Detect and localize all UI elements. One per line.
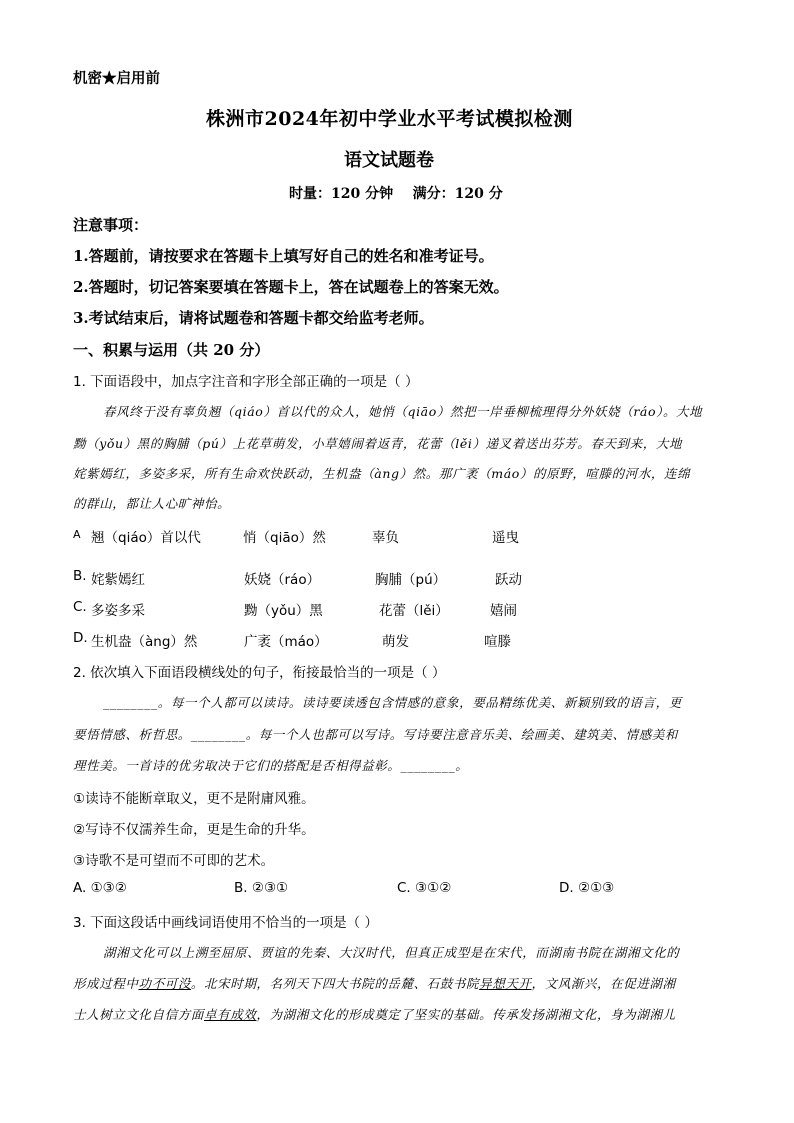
- note-item: 2.答题时，切记答案要填在答题卡上，答在试题卷上的答案无效。: [73, 278, 509, 296]
- q2-option-d[interactable]: D. ②①③: [559, 880, 615, 896]
- note-item: 1.答题前，请按要求在答题卡上填写好自己的姓名和准考证号。: [73, 247, 494, 265]
- q1-passage-line: 的群山，都让人心旷神怡。: [73, 496, 231, 511]
- paper-subtitle: 语文试题卷: [344, 150, 434, 171]
- option-item: 萌发: [382, 634, 409, 650]
- option-item: 多姿多采: [91, 603, 145, 619]
- q2-option-c[interactable]: C. ③①②: [397, 880, 452, 896]
- question-1-stem: 1. 下面语段中，加点字注音和字形全部正确的一项是（ ）: [73, 374, 419, 390]
- notes-heading: 注意事项：: [73, 216, 149, 234]
- option-item: 遥曳: [492, 530, 519, 546]
- option-item: 妖娆（ráo）: [244, 572, 321, 588]
- question-3-stem: 3. 下面这段话中画线词语使用不恰当的一项是（ ）: [73, 915, 378, 931]
- option-label: D.: [73, 630, 88, 646]
- q2-sentence: ①读诗不能断章取义，更不是附庸风雅。: [73, 791, 315, 807]
- option-item: 黝（yǒu）黑: [244, 603, 323, 619]
- option-item: 生机盎（àng）然: [91, 634, 198, 650]
- q2-sentence: ②写诗不仅濡养生命，更是生命的升华。: [73, 822, 315, 838]
- q2-passage-line: ________。每一个人都可以读诗。读诗要读透包含情感的意象，要品精练优美、新颖别致的语言，更: [103, 695, 682, 710]
- underlined-phrase: 异想天开: [479, 976, 532, 991]
- note-item: 3.考试结束后，请将试题卷和答题卡都交给监考老师。: [73, 309, 434, 327]
- underlined-phrase: 功不可没: [138, 976, 191, 991]
- underlined-phrase: 卓有成效: [204, 1007, 257, 1022]
- option-item: 花蕾（lěi）: [379, 603, 449, 619]
- option-label: A: [73, 528, 81, 541]
- option-item: 翘（qiáo）首以代: [91, 530, 201, 546]
- q1-passage-line: 姹紫嫣红，多姿多采，所有生命欢快跃动，生机盎（àng）然。那广袤（máo）的原野，喧滕的河水，连绵: [73, 466, 691, 481]
- section-heading: 一、积累与运用（共 20 分）: [73, 341, 270, 359]
- q3-passage-line: 形成过程中功不可没。北宋时期，名列天下四大书院的岳麓、石鼓书院异想天开，文风渐兴，在促进湖湘: [73, 976, 676, 991]
- exam-title: 株洲市2024年初中学业水平考试模拟检测: [206, 108, 573, 130]
- option-item: 辜负: [372, 530, 399, 546]
- option-label: C.: [73, 599, 87, 615]
- option-item: 广袤（máo）: [244, 634, 328, 650]
- q2-option-b[interactable]: B. ②③①: [234, 880, 289, 896]
- question-2-stem: 2. 依次填入下面语段横线处的句子，衔接最恰当的一项是（ ）: [73, 665, 446, 681]
- q2-passage-line: 要悟情感、析哲思。________。每一个人也都可以写诗。写诗要注意音乐美、绘画美、建筑美、情感美和: [73, 727, 679, 742]
- q1-passage-line: 春风终于没有辜负翘（qiáo）首以代的众人，她悄（qiāo）然把一岸垂柳梳理得分外妖娆（ráo）。大地: [103, 404, 703, 419]
- q1-passage-line: 黝（yǒu）黑的胸脯（pú）上花草萌发，小草嬉闹着返青，花蕾（lěi）递叉着送出芬芳。春天到来，大地: [73, 436, 683, 451]
- option-item: 胸脯（pú）: [375, 572, 447, 588]
- q3-passage-line: 士人树立文化自信方面卓有成效，为湖湘文化的形成奠定了坚实的基础。传承发扬湖湘文化，身为湖湘儿: [73, 1007, 676, 1022]
- option-item: 悄（qiāo）然: [243, 530, 326, 546]
- option-label: B.: [73, 568, 87, 584]
- time-score-info: 时量：120 分钟 满分：120 分: [289, 186, 503, 202]
- q3-passage-line: 湖湘文化可以上溯至屈原、贾谊的先秦、大汉时代，但真正成型是在宋代，而湖南书院在湖湘文化的: [103, 945, 680, 960]
- option-item: 姹紫嫣红: [91, 572, 145, 588]
- option-item: 跃动: [495, 572, 522, 588]
- option-item: 喧滕: [484, 634, 511, 650]
- confidential-label: 机密★启用前: [73, 70, 160, 87]
- q2-option-a[interactable]: A. ①③②: [73, 880, 127, 896]
- option-item: 嬉闹: [490, 603, 517, 619]
- q2-sentence: ③诗歌不是可望而不可即的艺术。: [73, 853, 275, 869]
- q2-passage-line: 理性美。一首诗的优劣取决于它们的搭配是否相得益彰。________。: [73, 758, 469, 773]
